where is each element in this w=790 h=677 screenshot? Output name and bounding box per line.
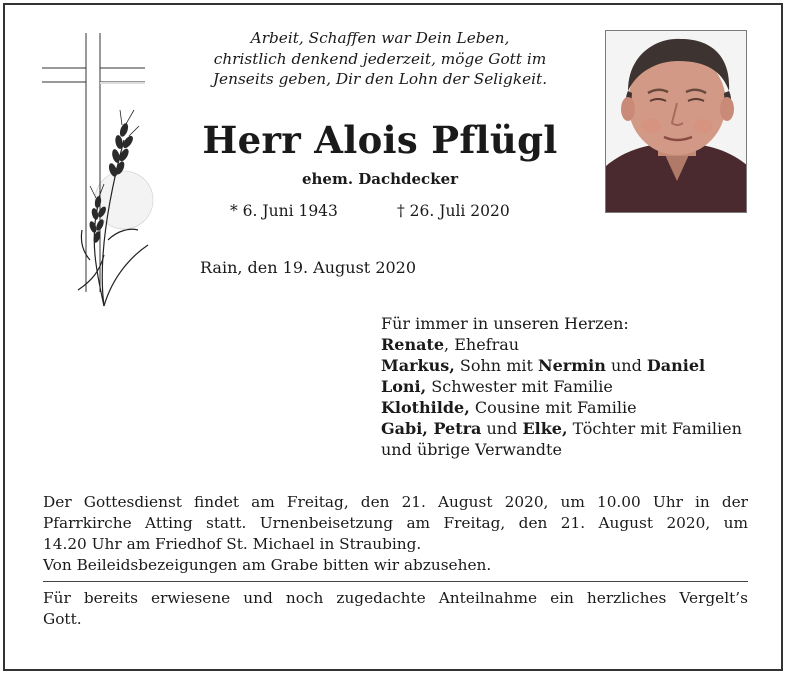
- list-item: [381, 355, 761, 376]
- place-date: Rain, den 19. August 2020: [200, 258, 417, 277]
- service-line: Pfarrkirche Atting statt. Urnenbeisetzung am Freitag, den 21. August 2020, um: [43, 514, 748, 532]
- mourner-name: Gabi, Petra: [381, 419, 482, 438]
- birth-date: * 6. Juni 1943: [230, 202, 338, 220]
- memorial-verse: [185, 28, 575, 90]
- mourner-relation: , Ehefrau: [444, 335, 520, 354]
- thanks-line: Für bereits erwiesene und noch zugedachte Anteilnahme ein herzliches Vergelt’s: [43, 589, 748, 607]
- service-line: 14.20 Uhr am Friedhof St. Michael in Straubing.: [43, 535, 422, 553]
- deceased-name: Herr Alois Pflügl: [202, 118, 558, 162]
- portrait-icon: [606, 31, 747, 213]
- cross-icon: [38, 30, 158, 310]
- thanks-line: Gott.: [43, 610, 82, 628]
- mourner-name: Loni,: [381, 377, 427, 396]
- death-date: † 26. Juli 2020: [397, 202, 510, 220]
- mourner-relation: und: [481, 419, 523, 438]
- deceased-occupation: ehem. Dachdecker: [301, 170, 459, 188]
- list-item: [381, 397, 761, 418]
- mourner-relation: Schwester mit Familie: [426, 377, 613, 396]
- mourner-name: Nermin: [538, 356, 606, 375]
- mourner-relation: Sohn mit: [454, 356, 538, 375]
- divider: [43, 581, 748, 582]
- list-item: [381, 376, 761, 397]
- service-info: [43, 492, 748, 576]
- service-line: Der Gottesdienst findet am Freitag, den 21. August 2020, um 10.00 Uhr in der: [43, 493, 748, 511]
- verse-line: christlich denkend jederzeit, möge Gott im: [213, 49, 547, 68]
- thanks-note: [43, 588, 748, 630]
- mourners-list: [381, 313, 761, 460]
- list-item: [381, 334, 761, 355]
- list-item: und übrige Verwandte: [381, 440, 562, 459]
- verse-line: Arbeit, Schaffen war Dein Leben,: [250, 29, 510, 47]
- list-item: [381, 418, 761, 439]
- service-line: Von Beileidsbezeigungen am Grabe bitten wir abzusehen.: [43, 556, 492, 574]
- portrait-photo: [605, 30, 747, 213]
- verse-line: Jenseits geben, Dir den Lohn der Seligkeit.: [212, 70, 548, 88]
- mourner-name: Elke,: [522, 419, 568, 438]
- cross-wheat-illustration: [38, 30, 158, 310]
- mourner-relation: Töchter mit Familien: [567, 419, 742, 438]
- mourner-name: Klothilde,: [381, 398, 470, 417]
- mourners-intro: Für immer in unseren Herzen:: [381, 314, 629, 333]
- mourner-relation: und: [605, 356, 647, 375]
- mourner-relation: Cousine mit Familie: [469, 398, 637, 417]
- mourner-name: Daniel: [646, 356, 706, 375]
- mourner-name: Renate: [381, 335, 445, 354]
- mourner-name: Markus,: [381, 356, 455, 375]
